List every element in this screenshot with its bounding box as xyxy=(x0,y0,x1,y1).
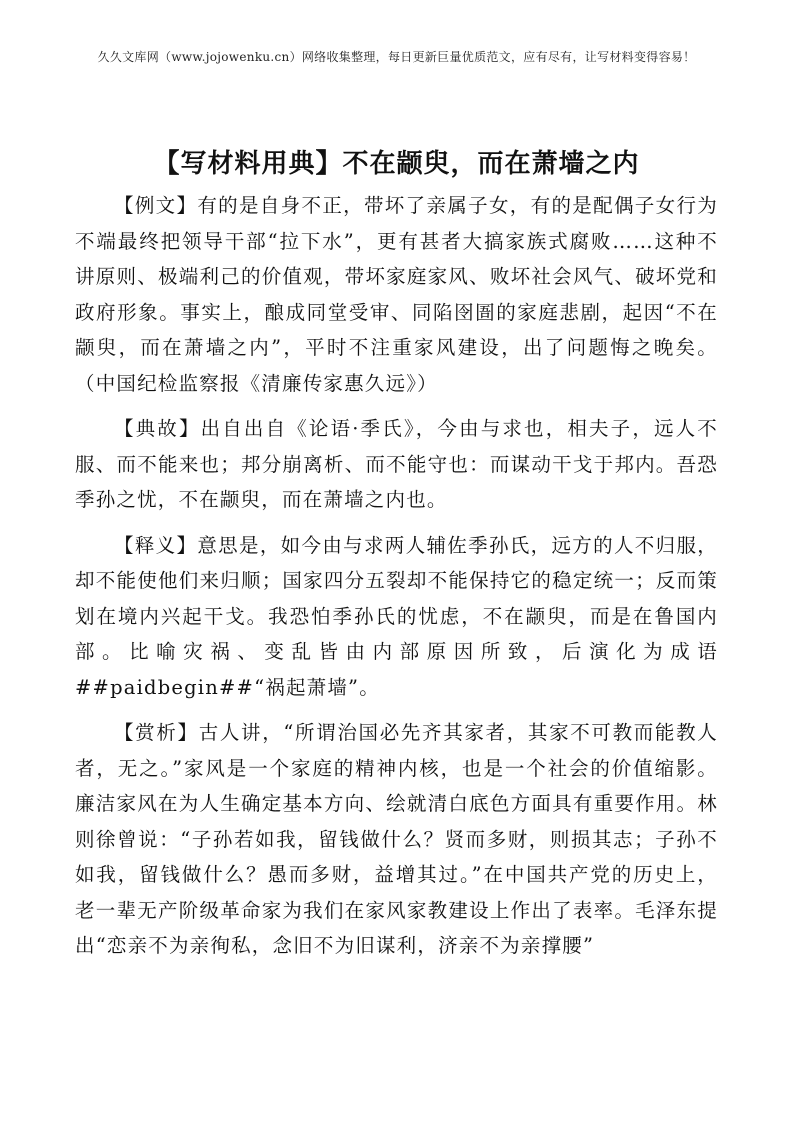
document-title: 【写材料用典】不在颛臾，而在萧墙之内 xyxy=(153,149,640,179)
paragraph-text: 出自出自《论语·季氏》，今由与求也，相夫子，远人不服、而不能来也；邦分崩离析、而不能守也：而谋动干戈于邦内。吾恐季孙之忧，不在颛臾，而在萧墙之内也。 xyxy=(75,417,718,511)
paragraph-meaning xyxy=(75,528,718,706)
paragraph-tag: 【赏析】 xyxy=(114,721,199,744)
paragraph-text: 有的是自身不正，带坏了亲属子女，有的是配偶子女行为不端最终把领导干部“拉下水”，更有甚者大搞家族式腐败……这种不讲原则、极端利己的价值观，带坏家庭家风、败坏社会风气、破坏党和政府形象。事实上，酿成同堂受审、同陷囹圄的家庭悲剧，起因“不在颛臾，而在萧墙之内”，平时不注重家风建设，出了问题悔之晚矣。（中国纪检监察报《清廉传家惠久远》） xyxy=(75,194,718,395)
paragraph-example xyxy=(75,188,718,401)
paragraph-text: 古人讲，“所谓治国必先齐其家者，其家不可教而能教人者，无之。”家风是一个家庭的精神内核，也是一个社会的价值缩影。廉洁家风在为人生确定基本方向、绘就清白底色方面具有重要作用。林则徐曾说：“子孙若如我，留钱做什么？贤而多财，则损其志；子孙不如我，留钱做什么？愚而多财，益增其过。”在中国共产党的历史上，老一辈无产阶级革命家为我们在家风家教建设上作出了表率。毛泽东提出“恋亲不为亲徇私，念旧不为旧谋利，济亲不为亲撑腰” xyxy=(75,721,718,957)
paragraph-tag: 【典故】 xyxy=(114,417,201,440)
page-header: 久久文库网（www.jojowenku.cn）网络收集整理，每日更新巨量优质范文，应有尽有，让写材料变得容易！ xyxy=(97,50,696,64)
paragraph-appreciation xyxy=(75,715,718,964)
paragraph-tag: 【例文】 xyxy=(114,194,198,217)
paragraph-tag: 【释义】 xyxy=(114,533,198,557)
paragraph-allusion xyxy=(75,411,718,518)
document-body xyxy=(75,188,718,974)
paragraph-text: 意思是，如今由与求两人辅佐季孙氏，远方的人不归服，却不能使他们来归顺；国家四分五裂却不能保持它的稳定统一；反而策划在境内兴起干戈。我恐怕季孙氏的忧虑，不在颛臾，而是在鲁国内部。比喻灾祸、变乱皆由内部原因所致，后演化为成语##paidbegin##“祸起萧墙”。 xyxy=(75,533,718,699)
